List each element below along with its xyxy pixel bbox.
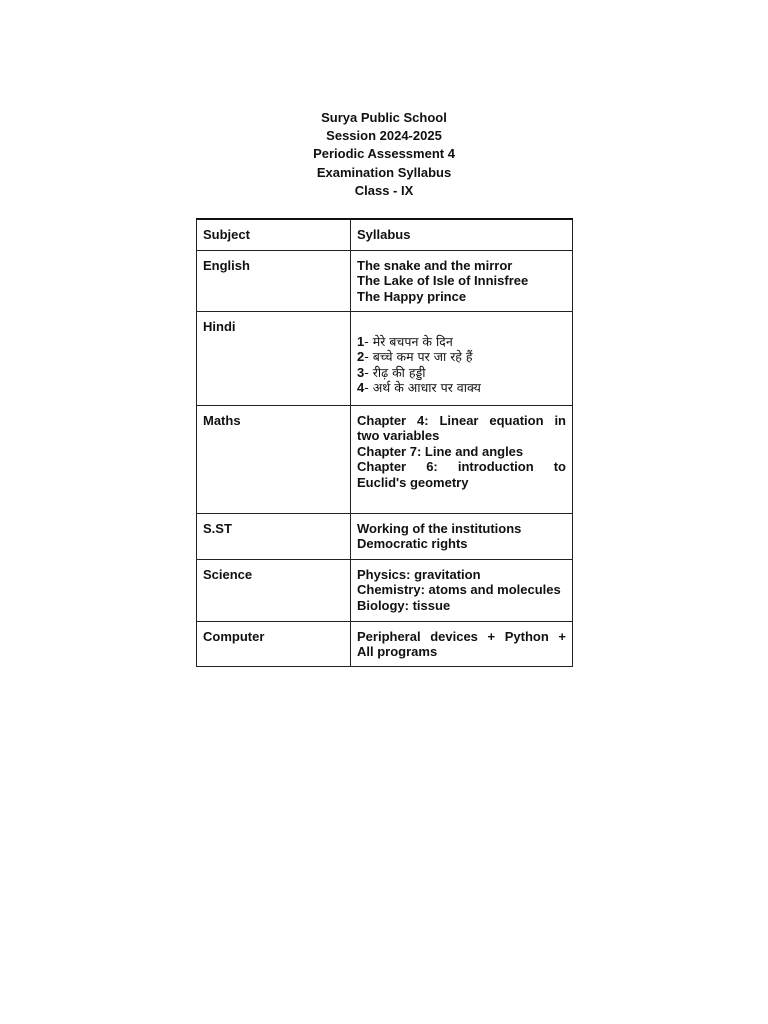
syllabus-line: Working of the institutions — [357, 520, 522, 536]
subject-cell: English — [197, 250, 351, 311]
syllabus-cell — [351, 311, 573, 405]
subject-cell: Science — [197, 559, 351, 621]
syllabus-cell — [351, 513, 573, 559]
syllabus-line: two variables — [357, 428, 440, 443]
syllabus-cell — [351, 559, 573, 621]
syllabus-table — [196, 218, 573, 667]
subject-cell: Maths — [197, 405, 351, 513]
table-row-computer — [197, 621, 573, 666]
syllabus-line: 1- मेरे बचपन के दिन — [357, 333, 453, 349]
subject-cell: Hindi — [197, 311, 351, 405]
syllabus-line: 4- अर्थ के आधार पर वाक्य — [357, 380, 481, 395]
syllabus-line: 2- बच्चे कम पर जा रहे हैं — [357, 349, 473, 364]
syllabus-line: Euclid's geometry — [357, 474, 469, 490]
syllabus-line: Chapter 4: Linear equation in — [357, 412, 566, 428]
assessment-label: Periodic Assessment 4 — [313, 146, 455, 162]
syllabus-cell — [351, 405, 573, 513]
school-name: Surya Public School — [321, 110, 447, 125]
syllabus-cell — [351, 250, 573, 311]
subject-cell: S.ST — [197, 513, 351, 559]
syllabus-line: The snake and the mirror — [357, 257, 513, 273]
table-row-science — [197, 559, 573, 621]
header-syllabus: Syllabus — [351, 219, 573, 250]
syllabus-line: Chapter 7: Line and angles — [357, 443, 524, 459]
session-label: Session 2024-2025 — [326, 128, 442, 144]
header-subject: Subject — [197, 219, 351, 250]
syllabus-line: 3- रीढ़ की हड्डी — [357, 364, 426, 380]
syllabus-line: Chapter 6: introduction to — [357, 459, 566, 474]
table-row-english — [197, 250, 573, 311]
syllabus-line: Democratic rights — [357, 536, 468, 551]
syllabus-line: Peripheral devices + Python + — [357, 628, 566, 644]
syllabus-line: The Lake of Isle of Innisfree — [357, 273, 529, 288]
subject-cell: Computer — [197, 621, 351, 666]
table-row-maths — [197, 405, 573, 513]
class-label: Class - IX — [354, 182, 414, 198]
table-row-sst — [197, 513, 573, 559]
table-header-row — [197, 219, 573, 250]
syllabus-line: Physics: gravitation — [357, 566, 481, 582]
syllabus-line: The Happy prince — [357, 288, 467, 304]
document-title: Examination Syllabus — [316, 164, 452, 180]
syllabus-line: Chemistry: atoms and molecules — [357, 582, 561, 597]
syllabus-line: Biology: tissue — [357, 597, 451, 613]
document-header — [0, 109, 768, 200]
table-row-hindi — [197, 311, 573, 405]
syllabus-cell — [351, 621, 573, 666]
syllabus-line: All programs — [357, 644, 438, 659]
